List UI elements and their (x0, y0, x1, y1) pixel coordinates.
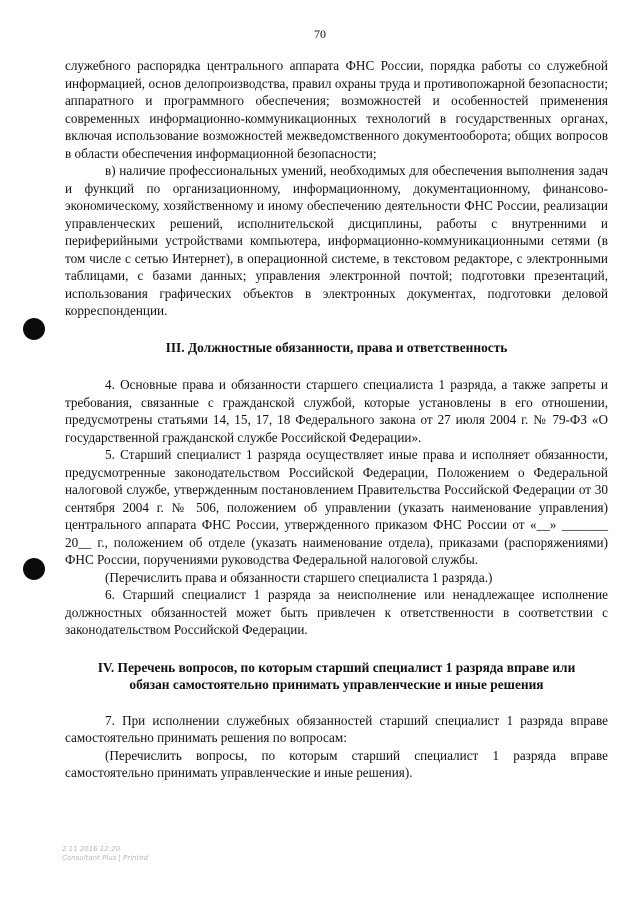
paragraph-7: 7. При исполнении служебных обязанностей старший специалист 1 разряда вправе самостоятельно принимать решения по вопросам: (65, 712, 608, 745)
footer-stamp-line1: 2 11 2016 12:20 (62, 845, 121, 853)
section-heading-3: III. Должностные обязанности, права и ответственность (165, 339, 508, 355)
paragraph-4: 4. Основные права и обязанности старшего специалиста 1 разряда, а также запреты и требования, связанные с гражданской службой, которые установлены в его отношении, предусмотрены статьями 14, 15, 17, 18 Федерального закона от 27 июля 2004 г. № 79-ФЗ «О государственной гражданской службе Российской Федерации». (65, 377, 608, 445)
paragraph-5: 5. Старший специалист 1 разряда осуществляет иные права и исполняет обязанности, предусмотренные законодательством Российской Федерации, Положением о Федеральной налоговой службе, утвержденным постановлением Правительства Российской Федерации от 30 сентября 2004 г. № 506, положением об управлении (указать наименование управления) центрального аппарата ФНС России, утвержденного приказом ФНС России от «__» _______ 20__ г., положением об отделе (указать наименование отдела), приказами (распоряжениями) ФНС России, поручениями руководства Федеральной налоговой службы. (65, 447, 608, 567)
section-heading-4-line1: IV. Перечень вопросов, по которым старший специалист 1 разряда вправе или (97, 659, 576, 675)
punch-hole-mark (23, 318, 45, 340)
paragraph-continuation: служебного распорядка центрального аппарата ФНС России, порядка работы со служебной информацией, основ делопроизводства, правил охраны труда и противопожарной безопасности; аппаратного и программного обеспечения; возможностей и особенностей применения современных информационно-коммуникационных технологий в государственных органах, включая использование возможностей межведомственного документооборота; общих вопросов в области обеспечения информационной безопасности; (65, 58, 608, 161)
document-body (65, 57, 608, 782)
paragraph-5-note: (Перечислить права и обязанности старшего специалиста 1 разряда.) (105, 569, 493, 585)
footer-stamp-line2: Consultant Plus | Printed (62, 854, 149, 862)
footer-stamp (62, 845, 148, 863)
paragraph-6: 6. Старший специалист 1 разряда за неисполнение или ненадлежащее исполнение должностных обязанностей может быть привлечен к ответственности в соответствии с законодательством Российской Федерации. (65, 587, 608, 637)
page-number: 70 (314, 27, 326, 41)
paragraph-7-note: (Перечислить вопросы, по которым старший специалист 1 разряда вправе самостоятельно принимать управленческие и иные решения). (65, 747, 608, 780)
section-heading-4 (65, 659, 608, 694)
paragraph-item-v: в) наличие профессиональных умений, необходимых для обеспечения выполнения задач и функций по организационному, информационному, документационному, финансово-экономическому, хозяйственному и иному обеспечению деятельности ФНС России, реализации управленческих решений, исполнительской дисциплины, работы с внутренними и периферийными устройствами компьютера, информационно-коммуникационными сетями (в том числе с сетью Интернет), в операционной системе, в текстовом редакторе, с электронными таблицами, с базами данных; управления электронной почтой; подготовки презентаций, использования графических объектов в электронных документах, подготовки деловой корреспонденции. (65, 163, 608, 318)
punch-hole-mark (23, 558, 45, 580)
section-heading-4-line2: обязан самостоятельно принимать управленческие и иные решения (129, 677, 544, 692)
